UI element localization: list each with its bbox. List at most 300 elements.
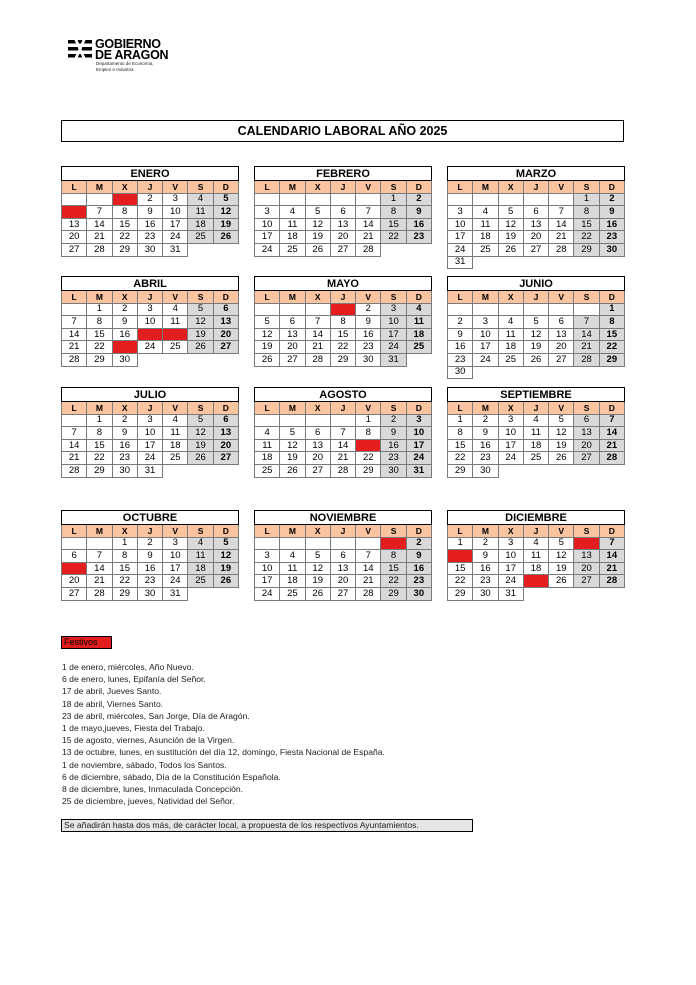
weekday-header: L	[448, 181, 473, 194]
local-holidays-note: Se añadirán hasta dos más, de carácter local, a propuesta de los respectivos Ayuntamientos.	[61, 819, 473, 832]
empty-cell	[188, 587, 213, 600]
day-cell: 8	[356, 427, 381, 440]
day-cell: 5	[213, 537, 238, 550]
weekday-header: X	[498, 291, 523, 304]
day-cell: 30	[137, 243, 162, 256]
weekday-header: J	[137, 291, 162, 304]
day-cell: 21	[305, 341, 330, 354]
empty-cell	[213, 353, 238, 366]
day-cell: 17	[163, 218, 188, 231]
day-cell: 19	[213, 218, 238, 231]
day-cell: 17	[473, 341, 498, 354]
day-cell: 19	[305, 231, 330, 244]
day-cell: 3	[473, 316, 498, 329]
day-cell: 27	[62, 587, 87, 600]
day-cell: 31	[163, 587, 188, 600]
weekday-header: J	[523, 525, 548, 538]
weekday-header: M	[87, 181, 112, 194]
logo-department-2: Empleo e Industria	[96, 67, 134, 72]
weekday-header: M	[473, 402, 498, 415]
day-cell: 5	[305, 550, 330, 563]
day-cell: 23	[381, 452, 406, 465]
day-cell: 16	[137, 562, 162, 575]
empty-cell	[188, 353, 213, 366]
weekday-header: L	[62, 181, 87, 194]
day-cell: 18	[163, 439, 188, 452]
day-cell: 16	[599, 218, 624, 231]
day-cell: 1	[356, 414, 381, 427]
empty-cell	[255, 193, 280, 206]
day-cell: 11	[188, 550, 213, 563]
day-cell: 26	[213, 231, 238, 244]
day-cell: 12	[280, 439, 305, 452]
day-cell: 2	[448, 316, 473, 329]
day-cell: 12	[498, 218, 523, 231]
day-cell: 17	[137, 439, 162, 452]
day-cell: 15	[599, 328, 624, 341]
day-cell: 30	[112, 464, 137, 477]
day-cell: 23	[473, 452, 498, 465]
day-cell: 2	[381, 414, 406, 427]
weekday-header: L	[255, 402, 280, 415]
month-abril	[61, 276, 239, 367]
day-cell: 10	[448, 218, 473, 231]
festivo-item: 6 de diciembre, sábado, Día de la Constitución Española.	[62, 771, 281, 782]
day-cell: 24	[406, 452, 431, 465]
day-cell: 20	[213, 328, 238, 341]
day-cell: 13	[62, 562, 87, 575]
day-cell: 5	[549, 414, 574, 427]
day-cell: 7	[87, 550, 112, 563]
empty-cell	[356, 193, 381, 206]
empty-cell	[523, 464, 548, 477]
month-agosto	[254, 387, 432, 478]
empty-cell	[473, 303, 498, 316]
day-cell: 7	[599, 414, 624, 427]
day-cell: 30	[448, 366, 473, 379]
day-cell: 28	[62, 464, 87, 477]
day-cell: 14	[305, 328, 330, 341]
day-cell: 5	[255, 316, 280, 329]
day-cell: 18	[188, 562, 213, 575]
day-cell: 22	[448, 452, 473, 465]
day-cell: 14	[599, 550, 624, 563]
day-cell: 8	[448, 550, 473, 563]
empty-cell	[280, 537, 305, 550]
weekday-header: L	[62, 525, 87, 538]
day-cell: 26	[255, 353, 280, 366]
empty-cell	[473, 193, 498, 206]
weekday-header: V	[163, 525, 188, 538]
day-cell: 20	[280, 341, 305, 354]
day-cell: 26	[549, 452, 574, 465]
festivos-label: Festivos	[61, 636, 112, 649]
empty-cell	[356, 537, 381, 550]
weekday-header: S	[188, 291, 213, 304]
month-name: OCTUBRE	[62, 511, 239, 525]
weekday-header: V	[356, 402, 381, 415]
festivo-item: 8 de diciembre, lunes, Inmaculada Concepción.	[62, 784, 244, 795]
day-cell: 4	[280, 206, 305, 219]
day-cell: 23	[112, 452, 137, 465]
day-cell: 14	[62, 439, 87, 452]
empty-cell	[574, 464, 599, 477]
weekday-header: M	[280, 525, 305, 538]
day-cell: 10	[255, 218, 280, 231]
day-cell: 30	[473, 587, 498, 600]
month-enero	[61, 166, 239, 257]
day-cell: 4	[255, 427, 280, 440]
day-cell: 11	[280, 562, 305, 575]
weekday-header: M	[87, 402, 112, 415]
weekday-header: X	[112, 525, 137, 538]
empty-cell	[87, 537, 112, 550]
festivo-item: 1 de mayo,jueves, Fiesta del Trabajo.	[62, 723, 205, 734]
day-cell: 25	[163, 452, 188, 465]
day-cell: 22	[574, 231, 599, 244]
day-cell: 4	[473, 206, 498, 219]
empty-cell	[255, 303, 280, 316]
day-cell: 8	[381, 550, 406, 563]
day-cell: 8	[330, 316, 355, 329]
day-cell: 15	[330, 328, 355, 341]
day-cell: 27	[280, 353, 305, 366]
weekday-header: V	[549, 525, 574, 538]
day-cell: 31	[448, 256, 473, 269]
month-mayo	[254, 276, 432, 367]
day-cell: 6	[213, 414, 238, 427]
day-cell: 10	[255, 562, 280, 575]
day-cell: 26	[523, 353, 548, 366]
day-cell: 21	[62, 341, 87, 354]
day-cell: 19	[498, 231, 523, 244]
festivo-item: 6 de enero, lunes, Epifanía del Señor.	[62, 674, 206, 685]
empty-cell	[213, 243, 238, 256]
weekday-header: X	[112, 402, 137, 415]
festivo-item: 17 de abril, Jueves Santo.	[62, 686, 162, 697]
day-cell: 29	[381, 587, 406, 600]
day-cell: 13	[213, 316, 238, 329]
weekday-header: D	[599, 525, 624, 538]
day-cell: 9	[448, 328, 473, 341]
day-cell: 2	[137, 193, 162, 206]
day-cell: 11	[523, 427, 548, 440]
month-septiembre	[447, 387, 625, 478]
festivos-list	[62, 661, 482, 807]
day-cell: 27	[62, 243, 87, 256]
day-cell: 19	[549, 439, 574, 452]
day-cell: 21	[549, 231, 574, 244]
day-cell: 2	[112, 414, 137, 427]
day-cell: 1	[112, 537, 137, 550]
day-cell: 20	[213, 439, 238, 452]
day-cell: 20	[305, 452, 330, 465]
day-cell: 7	[330, 427, 355, 440]
day-cell: 5	[549, 537, 574, 550]
day-cell: 22	[330, 341, 355, 354]
day-cell: 15	[381, 218, 406, 231]
weekday-header: S	[381, 525, 406, 538]
day-cell: 27	[574, 575, 599, 588]
day-cell: 20	[330, 231, 355, 244]
day-cell: 11	[523, 550, 548, 563]
day-cell: 22	[112, 231, 137, 244]
day-cell: 17	[498, 439, 523, 452]
day-cell: 24	[255, 243, 280, 256]
day-cell: 30	[406, 587, 431, 600]
day-cell: 24	[498, 575, 523, 588]
weekday-header: D	[406, 181, 431, 194]
day-cell: 6	[549, 316, 574, 329]
day-cell: 19	[549, 562, 574, 575]
festivo-item: 1 de enero, miércoles, Año Nuevo.	[62, 662, 194, 672]
day-cell: 16	[112, 439, 137, 452]
weekday-header: X	[498, 525, 523, 538]
weekday-header: S	[574, 525, 599, 538]
day-cell: 6	[330, 206, 355, 219]
day-cell: 3	[137, 303, 162, 316]
day-cell: 31	[163, 243, 188, 256]
day-cell: 25	[188, 231, 213, 244]
day-cell: 13	[523, 218, 548, 231]
day-cell: 7	[62, 427, 87, 440]
day-cell: 6	[213, 303, 238, 316]
festivo-item: 25 de diciembre, jueves, Natividad del Señor.	[62, 796, 235, 807]
day-cell: 29	[448, 587, 473, 600]
month-noviembre	[254, 510, 432, 601]
weekday-header: D	[599, 291, 624, 304]
day-cell: 28	[330, 464, 355, 477]
day-cell: 25	[255, 464, 280, 477]
day-cell: 8	[87, 316, 112, 329]
day-cell: 2	[473, 537, 498, 550]
day-cell: 6	[62, 550, 87, 563]
empty-cell	[305, 537, 330, 550]
aragon-logo-icon	[68, 39, 92, 59]
day-cell: 18	[523, 562, 548, 575]
day-cell: 21	[87, 231, 112, 244]
day-cell: 29	[112, 243, 137, 256]
day-cell: 5	[498, 206, 523, 219]
empty-cell	[280, 414, 305, 427]
empty-cell	[305, 303, 330, 316]
day-cell: 9	[137, 550, 162, 563]
day-cell: 3	[448, 206, 473, 219]
day-cell: 19	[280, 452, 305, 465]
day-cell: 27	[305, 464, 330, 477]
weekday-header: M	[280, 291, 305, 304]
day-cell: 28	[599, 452, 624, 465]
day-cell: 27	[523, 243, 548, 256]
weekday-header: S	[574, 402, 599, 415]
day-cell: 23	[406, 575, 431, 588]
day-cell: 27	[549, 353, 574, 366]
weekday-header: S	[381, 291, 406, 304]
day-cell: 10	[406, 427, 431, 440]
weekday-header: X	[305, 291, 330, 304]
day-cell: 29	[112, 587, 137, 600]
day-cell: 23	[137, 231, 162, 244]
day-cell: 22	[87, 341, 112, 354]
weekday-header: L	[255, 291, 280, 304]
day-cell: 2	[406, 193, 431, 206]
weekday-header: J	[330, 525, 355, 538]
day-cell: 20	[574, 439, 599, 452]
weekday-header: M	[473, 181, 498, 194]
day-cell: 14	[330, 439, 355, 452]
day-cell: 5	[188, 303, 213, 316]
day-cell: 18	[255, 452, 280, 465]
day-cell: 17	[498, 562, 523, 575]
month-name: ABRIL	[62, 277, 239, 291]
day-cell: 4	[163, 303, 188, 316]
empty-cell	[213, 464, 238, 477]
day-cell: 8	[599, 316, 624, 329]
month-name: AGOSTO	[255, 388, 432, 402]
day-cell: 4	[498, 316, 523, 329]
day-cell: 18	[406, 328, 431, 341]
weekday-header: L	[62, 291, 87, 304]
day-cell: 19	[213, 562, 238, 575]
day-cell: 23	[406, 231, 431, 244]
weekday-header: M	[280, 181, 305, 194]
day-cell: 18	[280, 575, 305, 588]
weekday-header: X	[112, 291, 137, 304]
day-cell: 15	[574, 218, 599, 231]
day-cell: 28	[356, 587, 381, 600]
day-cell: 19	[255, 341, 280, 354]
day-cell: 12	[213, 206, 238, 219]
weekday-header: S	[381, 181, 406, 194]
day-cell: 13	[549, 328, 574, 341]
day-cell: 13	[305, 439, 330, 452]
day-cell: 23	[356, 341, 381, 354]
day-cell: 11	[163, 316, 188, 329]
festivo-item: 15 de agosto, viernes, Asunción de la Virgen.	[62, 735, 235, 746]
day-cell: 4	[188, 537, 213, 550]
empty-cell	[163, 464, 188, 477]
day-cell: 13	[62, 218, 87, 231]
weekday-header: S	[574, 181, 599, 194]
day-cell: 8	[574, 206, 599, 219]
day-cell: 7	[356, 550, 381, 563]
day-cell: 10	[137, 316, 162, 329]
day-cell: 5	[280, 427, 305, 440]
day-cell: 9	[112, 427, 137, 440]
empty-cell	[599, 587, 624, 600]
empty-cell	[381, 243, 406, 256]
empty-cell	[498, 193, 523, 206]
empty-cell	[330, 537, 355, 550]
weekday-header: D	[406, 291, 431, 304]
day-cell: 30	[137, 587, 162, 600]
empty-cell	[448, 303, 473, 316]
weekday-header: V	[549, 291, 574, 304]
day-cell: 20	[62, 231, 87, 244]
page-title: CALENDARIO LABORAL AÑO 2025	[61, 120, 624, 142]
empty-cell	[523, 587, 548, 600]
month-marzo	[447, 166, 625, 269]
day-cell: 1	[381, 193, 406, 206]
weekday-header: M	[473, 525, 498, 538]
day-cell: 6	[62, 206, 87, 219]
day-cell: 19	[188, 439, 213, 452]
day-cell: 28	[62, 353, 87, 366]
day-cell: 13	[330, 218, 355, 231]
day-cell: 19	[188, 328, 213, 341]
day-cell: 29	[356, 464, 381, 477]
weekday-header: J	[523, 402, 548, 415]
day-cell: 21	[62, 452, 87, 465]
empty-cell	[523, 303, 548, 316]
day-cell: 23	[599, 231, 624, 244]
day-cell: 16	[406, 218, 431, 231]
festivo-item: 18 de abril, Viernes Santo.	[62, 698, 164, 709]
empty-cell	[62, 193, 87, 206]
day-cell: 14	[574, 328, 599, 341]
day-cell: 9	[473, 427, 498, 440]
day-cell: 31	[406, 464, 431, 477]
day-cell: 4	[523, 537, 548, 550]
day-cell: 10	[163, 550, 188, 563]
day-cell: 19	[305, 575, 330, 588]
day-cell: 4	[188, 193, 213, 206]
day-cell: 13	[280, 328, 305, 341]
day-cell: 16	[473, 562, 498, 575]
day-cell: 9	[137, 206, 162, 219]
day-cell: 27	[213, 341, 238, 354]
day-cell: 10	[381, 316, 406, 329]
empty-cell	[549, 587, 574, 600]
weekday-header: D	[213, 181, 238, 194]
day-cell: 15	[87, 439, 112, 452]
day-cell: 15	[356, 439, 381, 452]
day-cell: 30	[473, 464, 498, 477]
weekday-header: D	[599, 402, 624, 415]
day-cell: 31	[137, 464, 162, 477]
day-cell: 7	[574, 316, 599, 329]
day-cell: 13	[330, 562, 355, 575]
day-cell: 8	[381, 206, 406, 219]
weekday-header: L	[62, 402, 87, 415]
day-cell: 7	[549, 206, 574, 219]
day-cell: 22	[599, 341, 624, 354]
weekday-header: J	[137, 181, 162, 194]
month-name: SEPTIEMBRE	[448, 388, 625, 402]
weekday-header: D	[406, 402, 431, 415]
day-cell: 24	[448, 243, 473, 256]
day-cell: 2	[406, 537, 431, 550]
day-cell: 16	[473, 439, 498, 452]
day-cell: 26	[305, 243, 330, 256]
empty-cell	[255, 414, 280, 427]
day-cell: 24	[381, 341, 406, 354]
month-name: FEBRERO	[255, 167, 432, 181]
day-cell: 18	[498, 341, 523, 354]
day-cell: 12	[188, 427, 213, 440]
empty-cell	[498, 464, 523, 477]
festivo-item: 1 de noviembre, sábado, Todos los Santos.	[62, 759, 227, 770]
empty-cell	[448, 193, 473, 206]
weekday-header: J	[330, 181, 355, 194]
empty-cell	[574, 366, 599, 379]
weekday-header: S	[381, 402, 406, 415]
day-cell: 13	[574, 427, 599, 440]
day-cell: 17	[448, 231, 473, 244]
day-cell: 20	[523, 231, 548, 244]
empty-cell	[305, 414, 330, 427]
weekday-header: S	[188, 402, 213, 415]
